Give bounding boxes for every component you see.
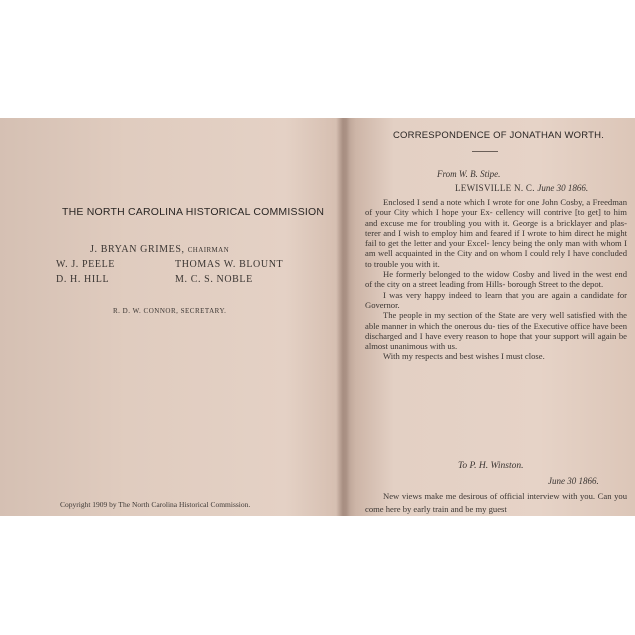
letter-place: LEWISVILLE N. C. bbox=[455, 183, 535, 193]
letter-paragraph: With my respects and best wishes I must close. bbox=[383, 351, 545, 362]
letter-place-date bbox=[455, 183, 588, 193]
secretary-line: R. D. W. CONNOR, SECRETARY. bbox=[113, 307, 227, 315]
letter-paragraph: I was very happy indeed to learn that you are again a candidate for Governor. bbox=[365, 289, 627, 310]
copyright-line: Copyright 1909 by The North Carolina Historical Commission. bbox=[60, 500, 251, 509]
member-role: CHAIRMAN bbox=[187, 246, 230, 254]
letter-date: June 30 1866. bbox=[537, 183, 589, 193]
letter2-recipient: To P. H. Winston. bbox=[458, 461, 524, 471]
correspondence-title: CORRESPONDENCE OF JONATHAN WORTH. bbox=[393, 130, 605, 141]
letter-from: From W. B. Stipe. bbox=[437, 169, 501, 179]
letter-body bbox=[365, 197, 627, 362]
letter-paragraph: The people in my section of the State are very well satisfied with the able manner in which the onerous du- ties of the Executive office have been discharged and I have every reason to hope that your support will again be almost unanimous with us. bbox=[365, 310, 627, 352]
member-name: J. BRYAN GRIMES, bbox=[90, 244, 185, 255]
open-book bbox=[0, 118, 635, 516]
member-noble: M. C. S. NOBLE bbox=[175, 274, 253, 285]
letter-paragraph: Enclosed I send a note which I wrote for one John Cosby, a Freedman of your City which I hope your Ex- cellency will contrive [to get] to him and excuse me for troubling you with it. George is a bricklayer and plas- terer and I wish to employ him and feared if I wrote to him direct he might fail to get the letter and your Excel- lency being the only man with whom I am well acquainted in the City and on whom I could rely I have concluded to trouble you with it. bbox=[365, 197, 627, 269]
letter2-body bbox=[365, 490, 627, 515]
member-hill: D. H. HILL bbox=[56, 274, 110, 285]
commission-title: THE NORTH CAROLINA HISTORICAL COMMISSION bbox=[62, 206, 325, 218]
member-chairman bbox=[90, 244, 229, 255]
book-gutter bbox=[336, 118, 350, 516]
letter-paragraph: He formerly belonged to the widow Cosby and lived in the west end of the city on a street leading from Hills- borough Street to the depot. bbox=[365, 269, 627, 290]
letter2-date: June 30 1866. bbox=[548, 476, 599, 486]
title-rule bbox=[472, 151, 498, 152]
member-peele: W. J. PEELE bbox=[56, 259, 116, 270]
letter2-paragraph: New views make me desirous of official interview with you. Can you come here by early train and be my guest bbox=[365, 491, 627, 514]
member-blount: THOMAS W. BLOUNT bbox=[175, 259, 284, 270]
